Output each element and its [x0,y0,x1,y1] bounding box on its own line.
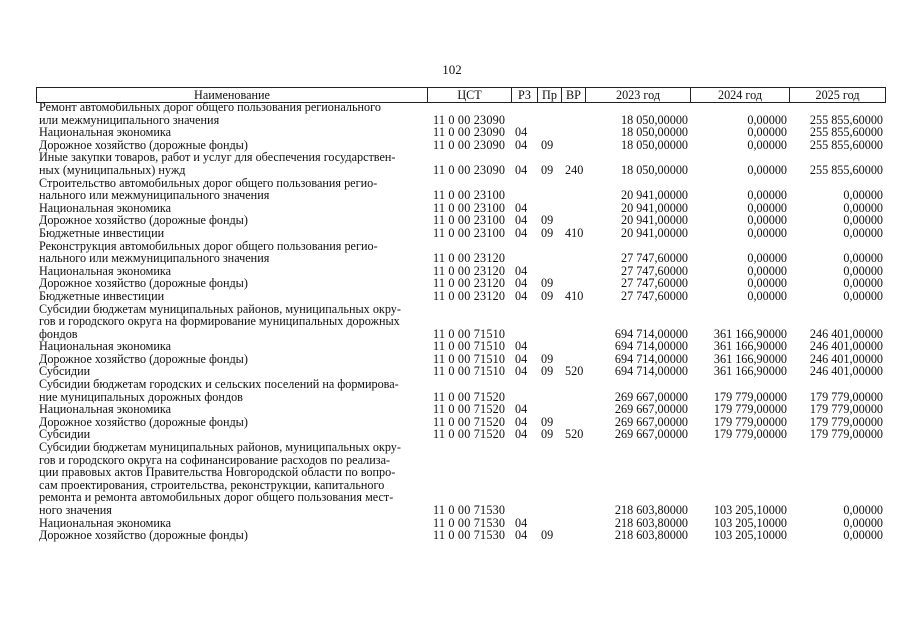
row-2024: 0,00000 [747,251,787,266]
row-2025: 179 779,00000 [809,427,883,442]
row-cst: 11 0 00 23120 [433,251,506,266]
row-2024: 0,00000 [747,276,787,291]
row-pr: 09 [541,137,554,152]
row-vr [561,529,585,542]
row-2025: 246 401,00000 [809,339,883,354]
row-2025: 179 779,00000 [809,402,883,417]
row-2024: 0,00000 [747,288,787,303]
row-rz: 04 [515,414,528,429]
row-pr: 09 [541,162,554,177]
row-pr [537,340,561,353]
row-2024: 103 205,10000 [713,515,787,530]
row-name-line: Бюджетные инвестиции [39,288,165,303]
row-name-line: Субсидии [39,427,91,442]
row-name-line: Национальная экономика [39,402,172,417]
row-cst: 11 0 00 23100 [433,188,506,203]
row-cst: 11 0 00 71510 [433,339,506,354]
row-2024: 361 166,90000 [713,326,787,341]
row-name [36,353,427,366]
row-pr: 09 [541,288,554,303]
row-2023: 20 941,00000 [620,225,688,240]
row-2025: 246 401,00000 [809,364,883,379]
table-row [36,303,885,341]
row-name-line: Дорожное хозяйство (дорожные фонды) [39,137,248,152]
table-row [36,126,885,139]
row-cst: 11 0 00 71520 [433,427,506,442]
row-pr [537,441,561,517]
row-pr [537,177,561,202]
row-vr [561,403,585,416]
row-name [36,290,427,303]
row-2025: 0,00000 [843,251,883,266]
row-name-line: нального или межмуниципального значения [39,251,270,266]
row-cst: 11 0 00 23090 [433,162,506,177]
row-2023: 18 050,00000 [620,162,688,177]
row-2023: 27 747,60000 [620,288,688,303]
row-2023: 694 714,00000 [614,364,688,379]
table-row [36,340,885,353]
row-name [36,240,427,265]
row-2025: 255 855,60000 [809,162,883,177]
row-cst: 11 0 00 23090 [433,125,506,140]
row-rz: 04 [515,427,528,442]
row-rz: 04 [515,263,528,278]
row-rz: 04 [515,364,528,379]
row-cst: 11 0 00 23120 [433,276,506,291]
row-name-line: Национальная экономика [39,263,172,278]
row-pr [537,101,561,126]
row-2023: 27 747,60000 [620,263,688,278]
row-name [36,151,427,176]
budget-table [36,101,885,542]
row-2025: 0,00000 [843,528,883,543]
row-cst: 11 0 00 23100 [433,213,506,228]
row-2024: 179 779,00000 [713,414,787,429]
row-cst: 11 0 00 71520 [433,389,506,404]
row-vr [561,240,585,265]
row-name-line: Субсидии [39,364,91,379]
column-header-pr: Пр [538,88,562,103]
row-rz: 04 [515,351,528,366]
row-2024: 103 205,10000 [713,503,787,517]
row-vr: 410 [565,225,584,240]
row-cst: 11 0 00 71530 [433,528,506,543]
row-2025: 179 779,00000 [809,389,883,404]
row-vr [561,517,585,530]
row-rz: 04 [515,137,528,152]
column-header-rz: РЗ [512,88,538,103]
row-pr: 09 [541,225,554,240]
row-2024: 0,00000 [747,125,787,140]
row-2024: 179 779,00000 [713,427,787,442]
row-2025: 255 855,60000 [809,125,883,140]
row-2025: 246 401,00000 [809,326,883,341]
row-2023: 694 714,00000 [614,339,688,354]
row-name-line: Субсидии бюджетам городских и сельских поселений на формирова- [39,377,399,392]
row-name-line: гов и городского округа на формирование муниципальных дорожных [39,314,400,329]
row-name [36,101,427,126]
row-cst: 11 0 00 23090 [433,137,506,152]
row-cst: 11 0 00 23100 [433,225,506,240]
row-name-line: Реконструкция автомобильных дорог общего пользования регио- [39,238,378,253]
row-vr [561,303,585,341]
column-header-cst: ЦСТ [428,88,512,103]
row-pr [537,403,561,416]
row-rz [511,441,537,517]
row-name-line: Национальная экономика [39,339,172,354]
row-name-line: сам проектирования, строительства, реконструкции, капитального [39,477,385,492]
row-name-line: ных (муниципальных) нужд [39,162,186,177]
row-name-line: Строительство автомобильных дорог общего пользования регио- [39,175,378,190]
row-rz [511,177,537,202]
table-row [36,403,885,416]
column-header-name: Наименование [37,88,428,103]
table-row [36,441,885,517]
row-rz: 04 [515,200,528,215]
row-vr: 410 [565,288,584,303]
table-body [36,101,885,542]
row-pr: 09 [541,528,554,543]
row-rz: 04 [515,402,528,417]
row-name-line: Дорожное хозяйство (дорожные фонды) [39,276,248,291]
row-name-line: Дорожное хозяйство (дорожные фонды) [39,213,248,228]
column-header-2023: 2023 год [586,88,691,103]
table-row [36,101,885,126]
row-name [36,227,427,240]
row-vr: 520 [565,364,584,379]
row-2024: 0,00000 [747,162,787,177]
row-rz: 04 [515,276,528,291]
row-pr: 09 [541,364,554,379]
row-name [36,529,427,542]
row-name-line: ного значения [39,503,112,517]
row-2024: 0,00000 [747,225,787,240]
row-name-line: нального или межмуниципального значения [39,188,270,203]
row-name-line: Национальная экономика [39,125,172,140]
page-number: 102 [442,62,462,77]
row-2024: 361 166,90000 [713,339,787,354]
row-rz: 04 [515,528,528,543]
table-row [36,529,885,542]
row-2023: 269 667,00000 [614,402,688,417]
row-2024: 361 166,90000 [713,351,787,366]
row-vr [561,139,585,152]
row-2023: 269 667,00000 [614,389,688,404]
row-2023: 18 050,00000 [620,125,688,140]
row-pr [537,378,561,403]
row-vr [561,101,585,126]
row-rz: 04 [515,288,528,303]
row-vr: 520 [565,427,584,442]
row-pr: 09 [541,213,554,228]
row-cst: 11 0 00 71510 [433,326,506,341]
row-name [36,126,427,139]
row-2024: 0,00000 [747,112,787,127]
row-vr [561,202,585,215]
row-2024: 0,00000 [747,188,787,203]
row-2023: 18 050,00000 [620,137,688,152]
row-name [36,303,427,341]
row-2023: 20 941,00000 [620,213,688,228]
row-pr: 09 [541,351,554,366]
row-rz: 04 [515,515,528,530]
row-rz [511,378,537,403]
row-name-line: Иные закупки товаров, работ и услуг для обеспечения государствен- [39,150,396,165]
row-2023: 694 714,00000 [614,326,688,341]
row-name [36,378,427,403]
row-2025: 0,00000 [843,503,883,517]
row-2024: 0,00000 [747,263,787,278]
row-2024: 179 779,00000 [713,389,787,404]
table-row [36,378,885,403]
row-vr [561,378,585,403]
row-2024: 361 166,90000 [713,364,787,379]
row-name [36,403,427,416]
row-2023: 18 050,00000 [620,112,688,127]
row-rz: 04 [515,225,528,240]
table-row [36,227,885,240]
table-row [36,240,885,265]
row-name-line: ние муниципальных дорожных фондов [39,389,243,404]
row-2023: 20 941,00000 [620,200,688,215]
row-name-line: Бюджетные инвестиции [39,225,165,240]
row-2025: 0,00000 [843,188,883,203]
row-2024: 0,00000 [747,213,787,228]
row-name-line: фондов [39,326,78,341]
row-2023: 694 714,00000 [614,351,688,366]
row-2025: 0,00000 [843,263,883,278]
row-name-line: ремонта и ремонта автомобильных дорог общего пользования мест- [39,490,394,505]
row-cst: 11 0 00 23090 [433,112,506,127]
row-2023: 269 667,00000 [614,414,688,429]
row-2023: 269 667,00000 [614,427,688,442]
row-vr [561,177,585,202]
row-cst: 11 0 00 71530 [433,503,506,517]
row-2023: 27 747,60000 [620,251,688,266]
row-2025: 255 855,60000 [809,112,883,127]
column-header-vr: ВР [562,88,586,103]
row-rz: 04 [515,213,528,228]
row-cst: 11 0 00 71520 [433,414,506,429]
row-name-line: Национальная экономика [39,200,172,215]
row-2025: 0,00000 [843,515,883,530]
row-rz [511,101,537,126]
row-name-line: Ремонт автомобильных дорог общего пользования регионального [39,100,381,114]
row-name-line: Дорожное хозяйство (дорожные фонды) [39,351,248,366]
table-row [36,177,885,202]
column-header-2025: 2025 год [790,88,886,103]
row-2023: 27 747,60000 [620,276,688,291]
row-vr: 240 [565,162,584,177]
row-2023: 218 603,80000 [614,515,688,530]
row-rz [511,240,537,265]
row-2023: 218 603,80000 [614,503,688,517]
row-vr [561,441,585,517]
row-cst: 11 0 00 23120 [433,263,506,278]
row-rz: 04 [515,125,528,140]
row-vr [561,340,585,353]
row-2025: 246 401,00000 [809,351,883,366]
row-pr: 09 [541,414,554,429]
row-name-line: Национальная экономика [39,515,172,530]
row-cst: 11 0 00 71510 [433,364,506,379]
row-vr [561,265,585,278]
row-rz: 04 [515,339,528,354]
row-pr [537,240,561,265]
row-2025: 0,00000 [843,288,883,303]
table-row [36,151,885,176]
row-cst: 11 0 00 71510 [433,351,506,366]
row-pr [537,303,561,341]
row-2023: 20 941,00000 [620,188,688,203]
table-row [36,290,885,303]
row-name-line: гов и городского округа на софинансирование расходов по реализа- [39,452,391,467]
row-rz [511,303,537,341]
row-name-line: ции правовых актов Правительства Новгородской области по вопро- [39,465,396,480]
row-2023: 218 603,80000 [614,528,688,543]
row-2025: 0,00000 [843,213,883,228]
row-name-line: Дорожное хозяйство (дорожные фонды) [39,414,248,429]
row-cst: 11 0 00 23120 [433,288,506,303]
row-name-line: или межмуниципального значения [39,112,220,127]
row-2024: 179 779,00000 [713,402,787,417]
row-name [36,441,427,517]
row-pr: 09 [541,427,554,442]
column-header-2024: 2024 год [691,88,790,103]
row-name-line: Субсидии бюджетам муниципальных районов, муниципальных окру- [39,440,401,455]
row-rz: 04 [515,162,528,177]
row-name [36,177,427,202]
row-vr [561,126,585,139]
row-2025: 179 779,00000 [809,414,883,429]
row-name [36,340,427,353]
row-2025: 0,00000 [843,225,883,240]
row-2025: 0,00000 [843,276,883,291]
row-2024: 0,00000 [747,200,787,215]
row-cst: 11 0 00 71530 [433,515,506,530]
row-pr: 09 [541,276,554,291]
row-name-line: Субсидии бюджетам муниципальных районов, муниципальных окру- [39,301,401,316]
row-2025: 0,00000 [843,200,883,215]
row-pr [537,126,561,139]
row-name [36,416,427,429]
row-2024: 103 205,10000 [713,528,787,543]
row-2024: 0,00000 [747,137,787,152]
row-name-line: Дорожное хозяйство (дорожные фонды) [39,528,248,543]
row-cst: 11 0 00 23100 [433,200,506,215]
row-2025: 255 855,60000 [809,137,883,152]
row-cst: 11 0 00 71520 [433,402,506,417]
